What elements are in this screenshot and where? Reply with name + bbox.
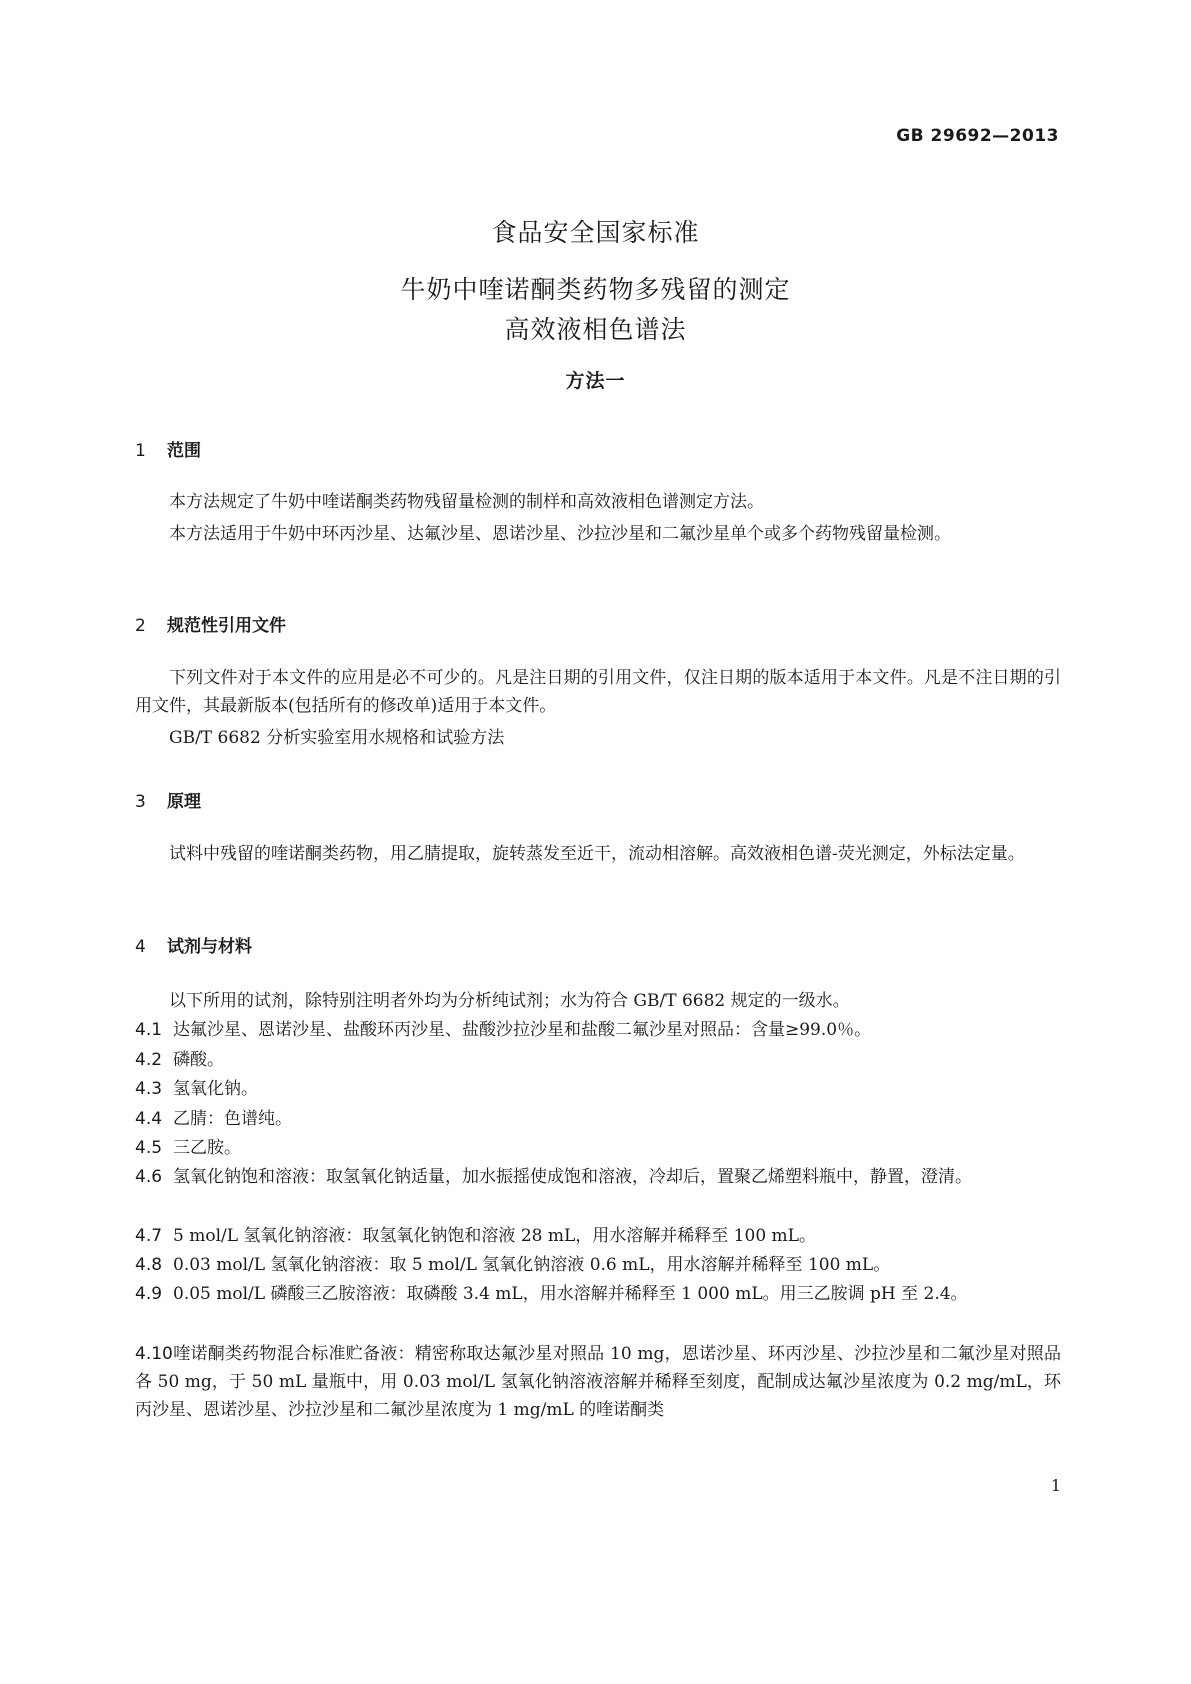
reagent-item-number: 4.3 — [135, 1079, 163, 1099]
doc-title-line2: 牛奶中喹诺酮类药物多残留的测定 — [400, 275, 791, 304]
reagent-item-number: 4.1 — [135, 1020, 163, 1040]
reagent-item-text: 0.05 mol/L 磷酸三乙胺溶液：取磷酸 3.4 mL，用水溶解并稀释至 1 000 mL。用三乙胺调 pH 至 2.4。 — [173, 1284, 968, 1304]
reagent-item-text: 0.03 mol/L 氢氧化钠溶液：取 5 mol/L 氢氧化钠溶液 0.6 mL，用水溶解并稀释至 100 mL。 — [173, 1255, 891, 1275]
principle-paragraph-1: 试料中残留的喹诺酮类药物，用乙腈提取，旋转蒸发至近干，流动相溶解。高效液相色谱-荧光测定，外标法定量。 — [169, 844, 1025, 864]
scope-paragraph-2: 本方法适用于牛奶中环丙沙星、达氟沙星、恩诺沙星、沙拉沙星和二氟沙星单个或多个药物残留量检测。 — [169, 524, 951, 544]
section-title: 范围 — [167, 441, 201, 461]
section-heading-references — [135, 611, 286, 636]
section-number: 3 — [135, 792, 146, 812]
reagent-item — [135, 1280, 1061, 1308]
reagent-item — [135, 1016, 1061, 1044]
method-subtitle: 方法一 — [565, 370, 626, 392]
standard-number: GB 29692—2013 — [896, 126, 1059, 146]
reagent-item — [135, 1105, 1061, 1133]
reagent-item-text: 达氟沙星、恩诺沙星、盐酸环丙沙星、盐酸沙拉沙星和盐酸二氟沙星对照品：含量≥99.0％。 — [173, 1020, 872, 1040]
section-number: 4 — [135, 937, 146, 957]
reagent-item — [135, 1340, 1061, 1424]
reagent-item-text: 三乙胺。 — [173, 1138, 241, 1158]
reagent-item-number: 4.2 — [135, 1050, 163, 1070]
section-heading-scope — [135, 436, 201, 461]
reagent-item — [135, 1222, 1061, 1250]
reagent-item-number: 4.8 — [135, 1255, 163, 1275]
references-paragraph-2: GB/T 6682 分析实验室用水规格和试验方法 — [169, 728, 505, 748]
section-heading-reagents — [135, 932, 252, 957]
reagent-item-number: 4.6 — [135, 1167, 163, 1187]
reagent-item-text: 乙腈：色谱纯。 — [173, 1109, 292, 1129]
section-title: 原理 — [167, 792, 201, 812]
reagent-item-text: 喹诺酮类药物混合标准贮备液：精密称取达氟沙星对照品 10 mg，恩诺沙星、环丙沙星、沙拉沙星和二氟沙星对照品各 50 mg，于 50 mL 量瓶中，用 0.03 mol/L 氢氧化钠溶液溶解并稀释至刻度，配制成达氟沙星浓度为 0.2 mg/mL，环丙沙星、恩诺沙星、沙拉沙星和二氟沙星浓度为 1 mg/mL 的喹诺酮类 — [135, 1344, 1061, 1420]
reagent-item-number: 4.7 — [135, 1226, 163, 1246]
section-number: 2 — [135, 616, 146, 636]
reagent-item-number: 4.4 — [135, 1109, 163, 1129]
reagent-item-text: 磷酸。 — [173, 1050, 224, 1070]
doc-title: 食品安全国家标准 — [491, 218, 700, 247]
reagent-item — [135, 1251, 1061, 1279]
doc-title-line3: 高效液相色谱法 — [504, 315, 687, 344]
reagent-item — [135, 1163, 1061, 1191]
reagent-item — [135, 1134, 1061, 1162]
reagent-item-number: 4.9 — [135, 1284, 163, 1304]
scope-paragraph-1: 本方法规定了牛奶中喹诺酮类药物残留量检测的制样和高效液相色谱测定方法。 — [169, 492, 764, 512]
reagent-item-text: 氢氧化钠饱和溶液：取氢氧化钠适量，加水振摇使成饱和溶液，冷却后，置聚乙烯塑料瓶中，静置，澄清。 — [173, 1167, 972, 1187]
section-title: 试剂与材料 — [167, 937, 252, 957]
reagent-item-text: 5 mol/L 氢氧化钠溶液：取氢氧化钠饱和溶液 28 mL，用水溶解并稀释至 100 mL。 — [173, 1226, 816, 1246]
reagents-intro: 以下所用的试剂，除特别注明者外均为分析纯试剂；水为符合 GB/T 6682 规定的一级水。 — [169, 991, 850, 1011]
section-title: 规范性引用文件 — [167, 616, 286, 636]
references-paragraph-1: 下列文件对于本文件的应用是必不可少的。凡是注日期的引用文件，仅注日期的版本适用于本文件。凡是不注日期的引用文件，其最新版本(包括所有的修改单)适用于本文件。 — [135, 668, 1061, 716]
reagent-item-text: 氢氧化钠。 — [173, 1079, 258, 1099]
section-number: 1 — [135, 441, 146, 461]
reagent-item — [135, 1046, 1061, 1074]
page-number: 1 — [1050, 1476, 1061, 1495]
reagent-item — [135, 1075, 1061, 1103]
reagent-item-number: 4.5 — [135, 1138, 163, 1158]
reagent-item-number: 4.10 — [135, 1344, 173, 1364]
section-heading-principle — [135, 787, 201, 812]
